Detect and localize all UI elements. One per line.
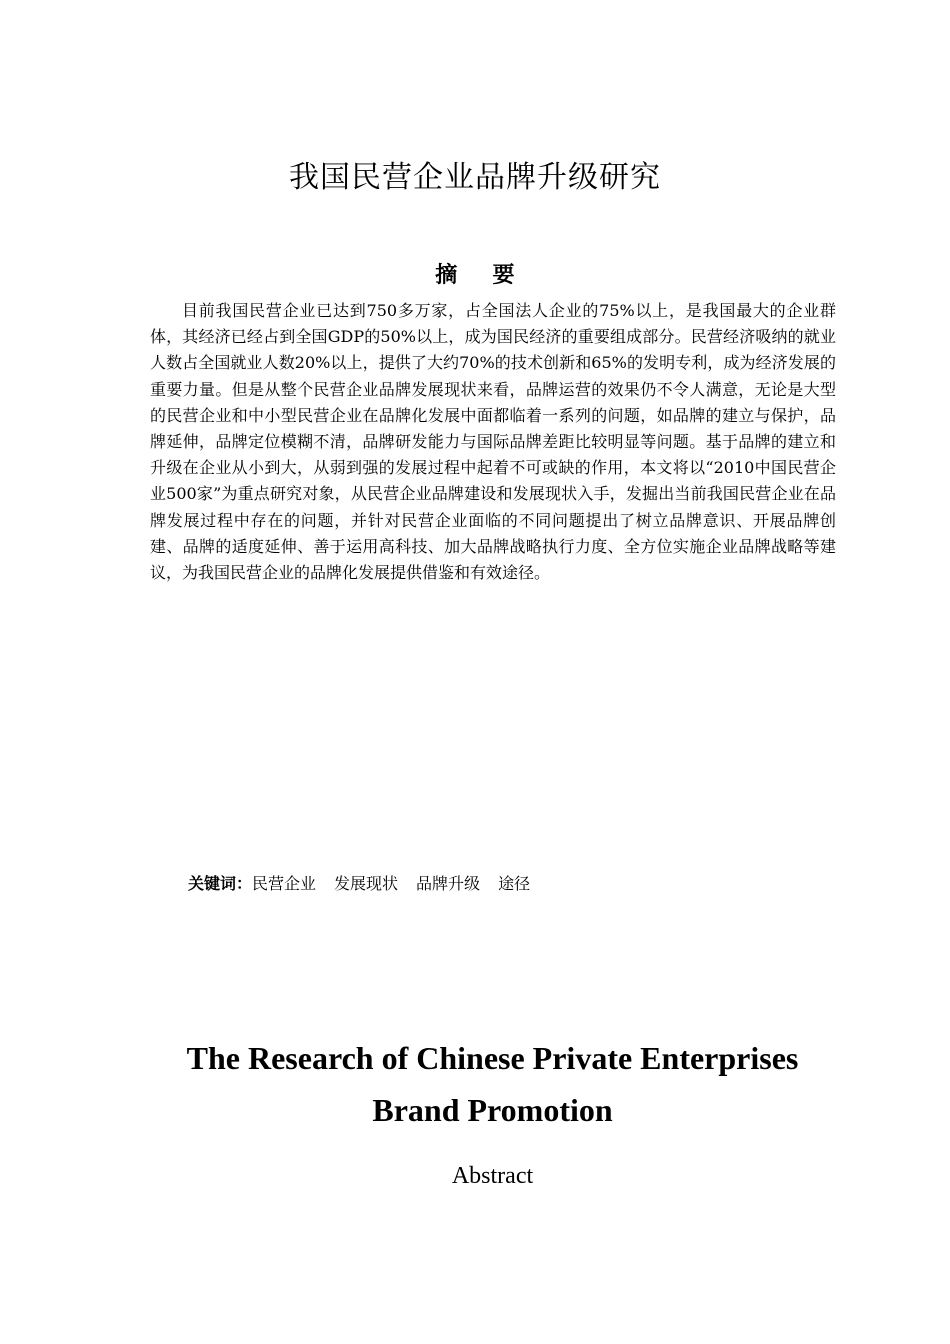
chinese-abstract-heading: 摘要 (435, 263, 550, 288)
keywords-label: 关键词： (188, 874, 253, 893)
keyword-item: 民营企业 (252, 874, 317, 893)
keyword-item: 发展现状 (334, 874, 399, 893)
english-abstract-heading: Abstract (451, 1163, 534, 1189)
english-title (0, 1032, 950, 1136)
chinese-abstract-body: 目前我国民营企业已达到750多万家，占全国法人企业的75%以上，是我国最大的企业群体，其经济已经占到全国GDP的50%以上，成为国民经济的重要组成部分。民营经济吸纳的就业人数占全国就业人数20%以上，提供了大约70%的技术创新和65%的发明专利，成为经济发展的重要力量。但是从整个民营企业品牌发展现状来看，品牌运营的效果仍不令人满意，无论是大型的民营企业和中小型民营企业在品牌化发展中面都临着一系列的问题，如品牌的建立与保护，品牌延伸，品牌定位模糊不清，品牌研发能力与国际品牌差距比较明显等问题。基于品牌的建立和升级在企业从小到大，从弱到强的发展过程中起着不可或缺的作用，本文将以“2010中国民营企业500家”为重点研究对象，从民营企业品牌建设和发展现状入手，发掘出当前我国民营企业在品牌发展过程中存在的问题，并针对民营企业面临的不同问题提出了树立品牌意识、开展品牌创建、品牌的适度延伸、善于运用高科技、加大品牌战略执行力度、全方位实施企业品牌战略等建议，为我国民营企业的品牌化发展提供借鉴和有效途径。 (150, 301, 836, 583)
english-title-line-1: The Research of Chinese Private Enterprises (186, 1040, 799, 1076)
chinese-keywords (188, 872, 838, 896)
keyword-item: 途径 (498, 874, 531, 893)
english-title-line-2: Brand Promotion (372, 1092, 613, 1128)
chinese-title: 我国民营企业品牌升级研究 (289, 160, 661, 195)
keyword-item: 品牌升级 (416, 874, 481, 893)
